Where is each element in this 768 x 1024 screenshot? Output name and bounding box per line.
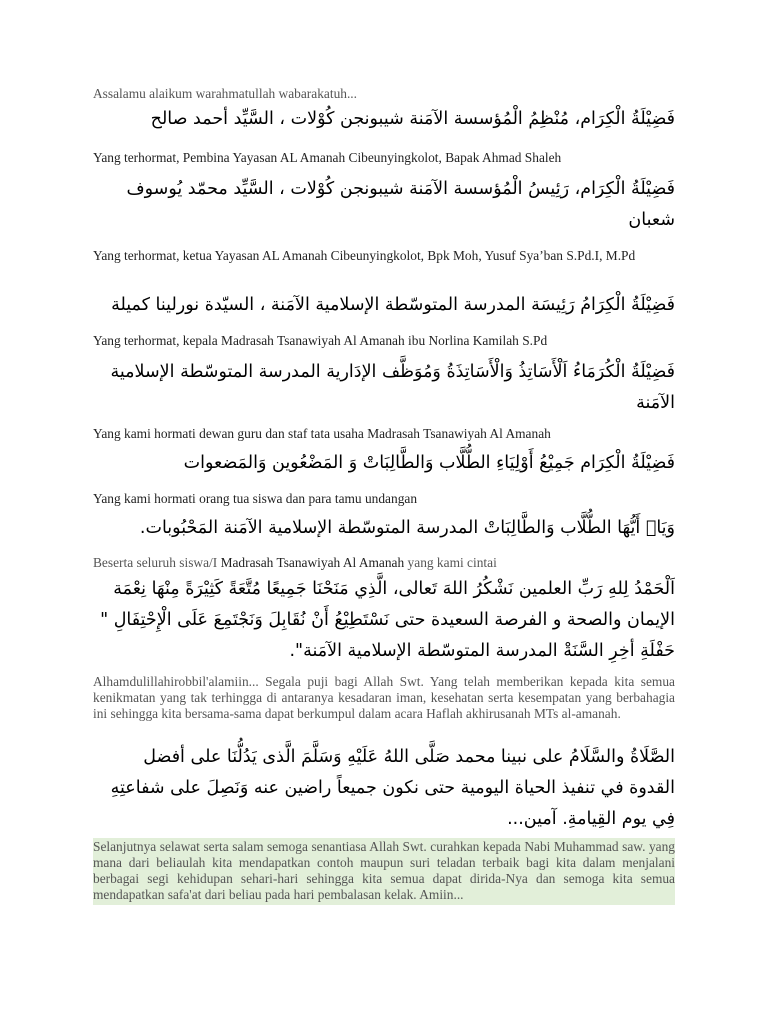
greeting-text: Assalamu alaikum warahmatullah wabarakatuh... — [93, 86, 358, 101]
hamdalah-paragraph: Alhamdulillahirobbil'alamiin... Segala puji bagi Allah Swt. Yang telah memberikan kepada kita semua kenikmatan yang tak terhingga di antaranya kesadaran iman, kesehatan serta kesempatan yang berbahagia ini sehingga kita bersama-sama dapat berkumpul dalam acara Haflah akhirusanah MTs al-amanah. — [93, 674, 675, 721]
arabic-shalawat-paragraph: الصَّلَاةُ والسَّلَامُ على نبينا محمد صَلَّى اللهُ عَلَيْهِ وَسَلَّمَ الَّذى يَدُلُّنَا على أفضل القدوة في تنفيذ الحياة اليومية حتى نكون جميعاً راضين عنه وَنَصِلَ على شفاعتِهِ فِي يوم القِيامةِ. آمين... — [110, 747, 675, 829]
salutation-students-prefix: Beserta seluruh siswa/I — [93, 555, 221, 570]
salutation-students-suffix: yang kami cintai — [404, 555, 497, 570]
arabic-salutation-parents: فَضِيْلَةُ الْكِرَام جَمِيْعُ أَوْلِيَاءِ الطُّلَّاب وَالطَّالِبَاتْ وَ المَضْعُوين وَالمَضعوات — [183, 453, 675, 473]
salutation-students — [93, 555, 675, 571]
arabic-salutation-founder: فَضِيْلَةُ الْكِرَام، مُنْظِمُ الْمُؤسسة الآمَنة شيبونجن كُوْلات ، السَّيِّد أحمد صالح — [150, 109, 675, 129]
salutation-students-school: Madrasah Tsanawiyah Al Amanah — [220, 555, 405, 570]
salutation-parents: Yang kami hormati orang tua siswa dan para tamu undangan — [93, 491, 418, 506]
arabic-hamdalah-paragraph: اَلْحَمْدُ لِلهِ رَبِّ العلمين نَشْكُرُ اللهَ تَعالى، الَّذِي مَنَحْنَا جَمِيعًا مُتَّعَةً كَثِيْرَةً مِنْهَا نِعْمَة الإيمان والصحة و الفرصة السعيدة حتى نَسْتَطِيْعُ أَنْ نُقَابِلَ وَنَجْتَمِعَ عَلَى الْإِحْتِفَالِ " حَفْلَةِ أخِرِ السَّنَةْ المدرسة المتوسّطة الإسلامية الآمَنة". — [100, 579, 675, 661]
shalawat-paragraph-highlighted: Selanjutnya selawat serta salam semoga senantiasa Allah Swt. curahkan kepada Nabi Muhammad saw. yang mana dari beliaulah kita mendapatkan contoh maupun suri teladan terbaik bagi kita dalam menjalani berbagai segi kehidupan sehari-hari sehingga kita semua dapat dirida-Nya dan semoga kita semua mendapatkan safa'at dari beliau pada hari pembalasan kelak. Amiin... — [93, 838, 675, 905]
arabic-salutation-students: وَيَاۤ أَيُّهَا الطُّلَّاب وَالطَّالِبَاتْ المدرسة المتوسّطة الإسلامية الآمَنة المَحْبُوبات. — [139, 518, 675, 538]
salutation-chairman: Yang terhormat, ketua Yayasan AL Amanah Cibeunyingkolot, Bpk Moh, Yusuf Sya’ban S.Pd.I, M.Pd — [93, 248, 636, 263]
salutation-teachers: Yang kami hormati dewan guru dan staf tata usaha Madrasah Tsanawiyah Al Amanah — [93, 426, 551, 441]
arabic-salutation-principal: فَضِيْلَةُ الْكِرَامُ رَئِيسَة المدرسة المتوسّطة الإسلامية الآمَنة ، السيّدة نورلينا كميلة — [111, 295, 675, 315]
salutation-founder: Yang terhormat, Pembina Yayasan AL Amanah Cibeunyingkolot, Bapak Ahmad Shaleh — [93, 150, 562, 165]
arabic-salutation-chairman: فَضِيْلَةُ الْكِرَام، رَئِيسُ الْمُؤسسة الآمَنة شيبونجن كُوْلات ، السَّيِّد محمّد يُوسوف شعبان — [126, 179, 675, 230]
salutation-principal: Yang terhormat, kepala Madrasah Tsanawiyah Al Amanah ibu Norlina Kamilah S.Pd — [93, 333, 548, 348]
arabic-salutation-teachers: فَضِيْلَةُ الْكُرَمَاءُ اَلْأَسَاتِذُ وَالْأَسَاتِذَةُ وَمُوَظَّف الإدَارية المدرسة المتوسّطة الإسلامية الآمَنة — [110, 362, 675, 413]
